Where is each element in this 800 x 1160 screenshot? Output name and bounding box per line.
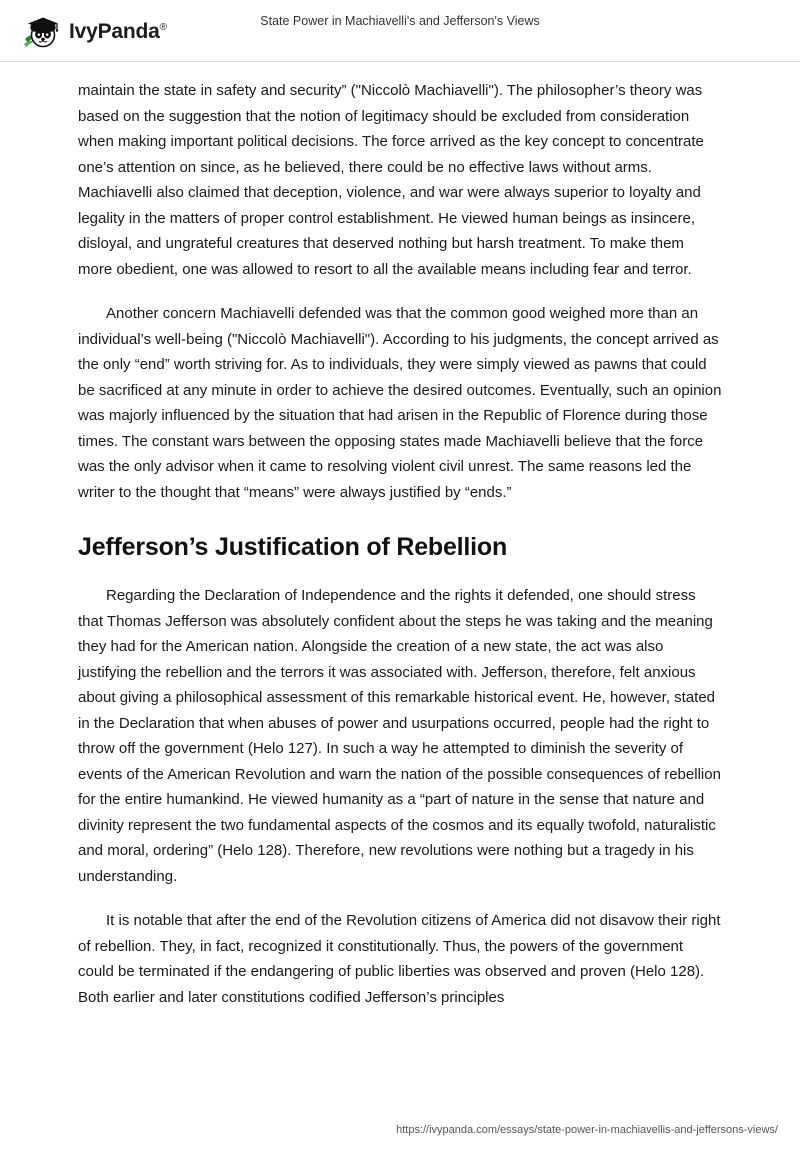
paragraph: Another concern Machiavelli defended was that the common good weighed more than an individual’s well-being ("Niccolò Machiavelli"). According to his judgments, the concept arrived as the only “end” worth striving for. As to individuals, they were simply viewed as pawns that could be sacrificed at any minute in order to achieve the desired outcomes. Eventually, such an opinion was majorly influenced by the situation that had arisen in the Republic of Florence during those times. The constant wars between the opposing states made Machiavelli believe that the force was the only advisor when it came to resolving violent civil unrest. The same reasons led the writer to the thought that “means” were always justified by “ends.” <box>78 305 722 501</box>
page-header <box>0 0 800 62</box>
paragraph: Regarding the Declaration of Independence and the rights it defended, one should stress that Thomas Jefferson was absolutely confident about the steps he was taking and the meaning they had for the American nation. Alongside the creation of a new state, the act was also justifying the rebellion and the terrors it was associated with. Jefferson, therefore, felt anxious about giving a philosophical assessment of this remarkable historical event. He, however, stated in the Declaration that when abuses of power and usurpations occurred, people had the right to throw off the government (Helo 127). In such a way he attempted to diminish the severity of events of the American Revolution and warn the nation of the possible consequences of rebellion for the entire humankind. He viewed humanity as a “part of nature in the sense that nature and divinity represent the two fundamental aspects of the cosmos and its equally twofold, naturalistic and moral, ordering” (Helo 128). Therefore, new revolutions were nothing but a tragedy in his understanding. <box>78 587 721 885</box>
section-heading: Jefferson’s Justification of Rebellion <box>78 533 508 561</box>
source-url-link[interactable]: https://ivypanda.com/essays/state-power-in-machiavellis-and-jeffersons-views/ <box>396 1124 778 1136</box>
brand-name: IvyPanda® <box>69 20 167 43</box>
document-title: State Power in Machiavelli's and Jefferson's Views <box>260 14 540 28</box>
registered-mark: ® <box>159 22 167 33</box>
paragraph: It is notable that after the end of the Revolution citizens of America did not disavow their right of rebellion. They, in fact, recognized it constitutionally. Thus, the powers of the government could be terminated if the endangering of public liberties was observed and proven (Helo 128). Both earlier and later constitutions codified Jefferson’s principles <box>78 912 721 1006</box>
document-body <box>0 62 800 1029</box>
paragraph: maintain the state in safety and security” ("Niccolò Machiavelli"). The philosopher’s theory was based on the suggestion that the notion of legitimacy should be excluded from consideration when making important political decisions. The force arrived as the key concept to concentrate one’s attention on since, as he believed, there could be no effective laws without arms. Machiavelli also claimed that deception, violence, and war were always superior to loyalty and legality in the matters of proper control establishment. He viewed human beings as insincere, disloyal, and ungrateful creatures that deserved nothing but harsh treatment. To make them more obedient, one was allowed to resort to all the available means including fear and terror. <box>78 82 704 278</box>
page-footer <box>0 1120 800 1138</box>
